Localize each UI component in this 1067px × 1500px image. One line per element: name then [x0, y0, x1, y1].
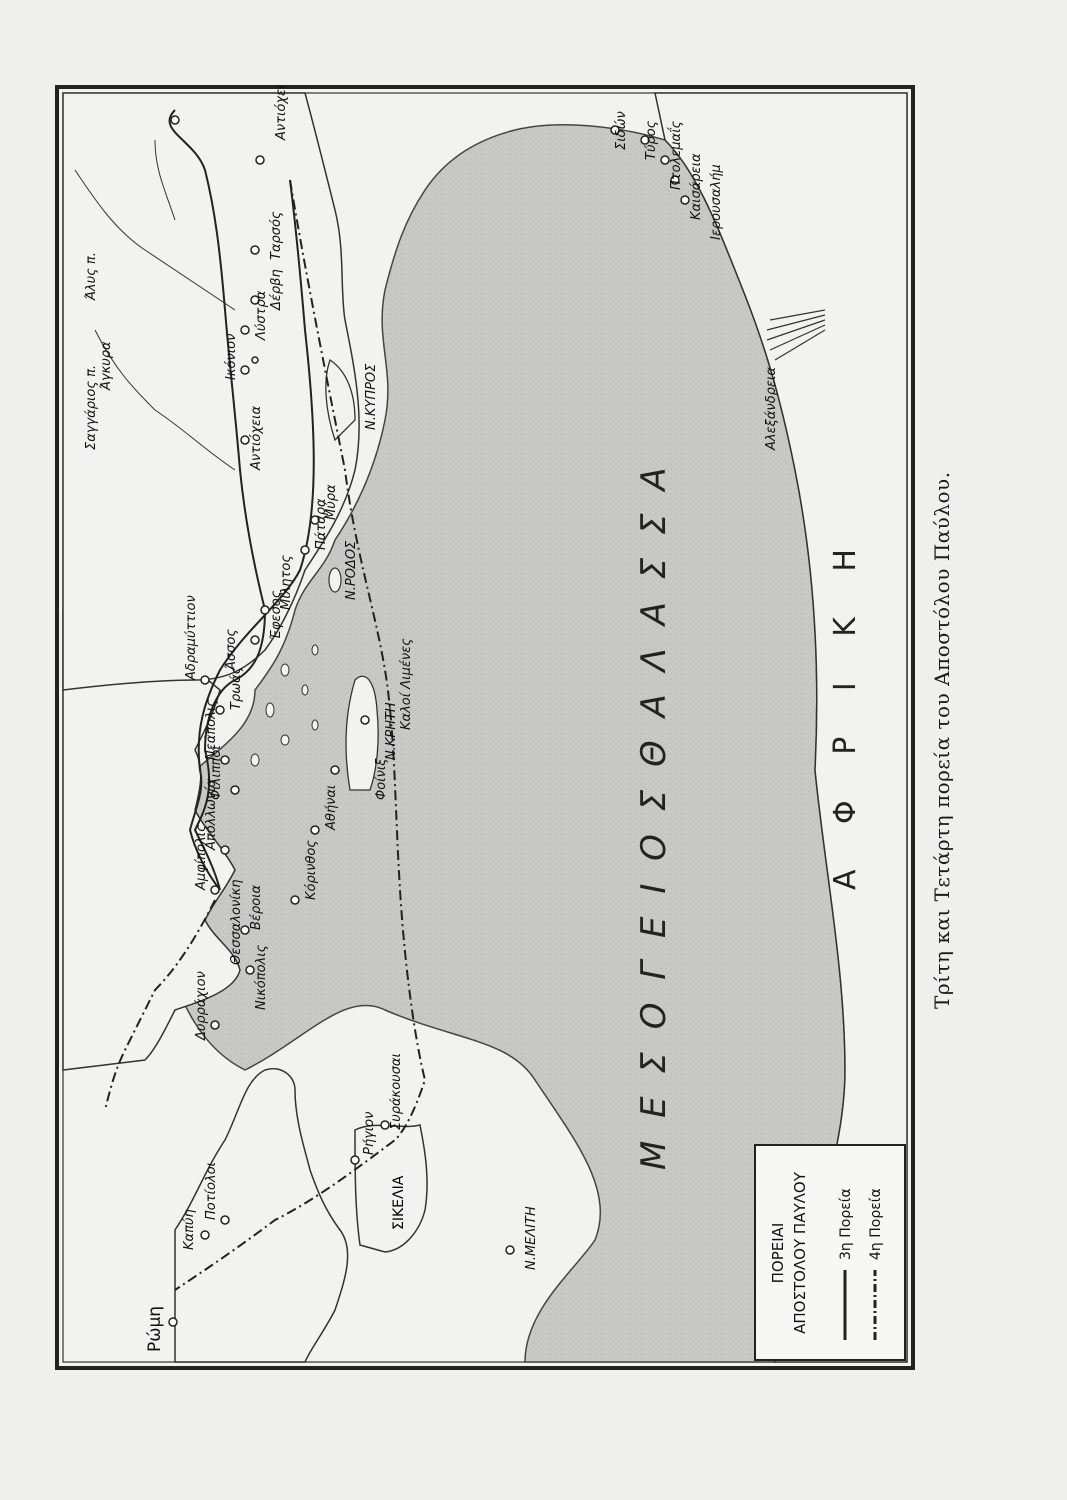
label-philippi: Φίλιπποι	[209, 745, 224, 800]
sea-label: Μ Ε Σ Ο Γ Ε Ι Ο Σ Θ Α Λ Α Σ Σ Α	[634, 461, 674, 1170]
label-patara: Πάταρα	[314, 498, 329, 550]
label-assos: Άσσος	[224, 629, 239, 670]
label-derbe: Δέρβη	[269, 269, 284, 310]
label-tarsus: Ταρσός	[269, 211, 284, 260]
map-frame	[55, 85, 915, 1370]
label-corinth: Κόρινθος	[304, 840, 319, 900]
label-apollonia: Απολλωνία	[204, 778, 219, 850]
label-rhodes: Ν.ΡΟΔΟΣ	[344, 540, 359, 600]
label-miletus: Μίλητος	[279, 555, 294, 610]
label-melite: Ν.ΜΕΛΙΤΗ	[524, 1206, 539, 1270]
label-capua: Καπύη	[182, 1209, 197, 1250]
label-adramyttium: Αδραμύττιον	[184, 595, 199, 680]
label-thessalonica: Θεσσαλονίκη	[229, 879, 244, 965]
label-syracuse: Συράκουσαι	[389, 1053, 404, 1130]
label-myra: Μύρα	[324, 484, 339, 520]
label-alexandria: Αλεξάνδρεια	[764, 367, 779, 450]
legend-label-4th: 4η Πορεία	[868, 1188, 884, 1260]
sicily-label: ΣΙΚΕΛΙΑ	[391, 1175, 407, 1230]
label-sangarios: Σαγγάριος π.	[84, 364, 99, 450]
label-antioch-pisidia: Αντιόχεια	[249, 405, 264, 470]
label-rhegium: Ρήγιον	[362, 1111, 377, 1155]
label-iconium: Ικόνιον	[224, 333, 239, 380]
africa-label: Α Φ Ρ Ι Κ Η	[828, 531, 863, 890]
label-antioch: Αντιόχεια	[274, 85, 289, 140]
label-athens: Αθήναι	[324, 784, 339, 830]
label-ptolemais: Πτολεμαΐς	[669, 120, 684, 190]
label-neapolis: Νεάπολις	[204, 699, 219, 760]
label-ephesus: Έφεσος	[269, 590, 284, 640]
label-jerusalem: Ιερουσαλήμ	[709, 164, 724, 240]
label-tyre: Τύρος	[644, 120, 659, 160]
label-caesarea: Καισάρεια	[689, 153, 704, 220]
legend-title-1: ΠΟΡΕΙΑΙ	[769, 1222, 787, 1284]
label-cyprus: Ν.ΚΥΠΡΟΣ	[364, 363, 379, 430]
label-ankyra: Άγκυρα	[99, 341, 114, 390]
label-dyrrachium: Δυρράχιον	[194, 971, 209, 1040]
rhodes-island	[329, 568, 341, 592]
legend-label-3rd: 3η Πορεία	[838, 1188, 854, 1260]
label-lystra: Λύστρα	[254, 290, 269, 340]
label-amphipolis: Αμφίπολις	[194, 824, 209, 890]
map-svg	[55, 85, 915, 1370]
label-troas: Τρωάς	[229, 666, 244, 710]
map-rotated	[55, 85, 915, 1370]
label-nicopolis: Νικόπολις	[254, 944, 269, 1010]
label-phoenix: Φοίνιξ	[374, 758, 389, 800]
label-puteoli: Ποτίολοι	[204, 1162, 219, 1220]
label-halys: Άλυς π.	[84, 252, 99, 300]
legend-title-2: ΑΠΟΣΤΟΛΟΥ ΠΑΥΛΟΥ	[791, 1172, 809, 1334]
label-crete: Ν.ΚΡΗΤΗ	[384, 702, 399, 760]
map-caption: Τρίτη και Τετάρτη πορεία του Αποστόλου Παύλου.	[930, 471, 954, 1009]
label-beroea: Βέροια	[249, 884, 264, 930]
label-fair-havens: Καλοί Λιμένες	[399, 638, 414, 730]
label-rome: Ρώμη	[145, 1305, 165, 1352]
legend	[755, 1145, 905, 1360]
label-sidon: Σιδών	[614, 111, 629, 150]
